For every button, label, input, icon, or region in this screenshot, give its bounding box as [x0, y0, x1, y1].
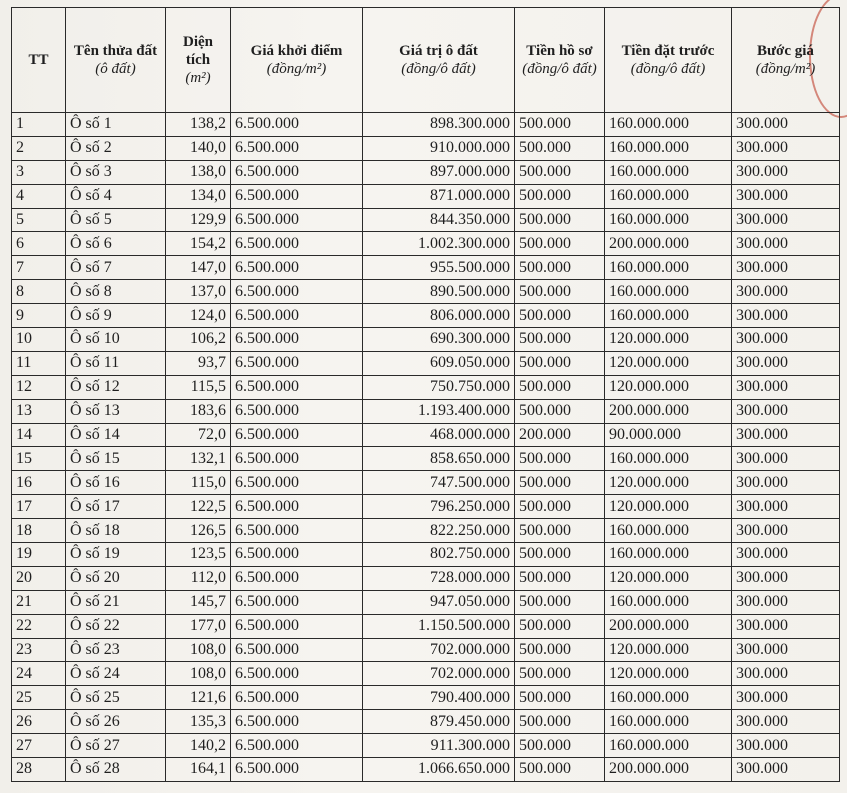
cell-lot-name: Ô số 7	[66, 256, 166, 280]
cell-deposit: 160.000.000	[605, 734, 732, 758]
header-price-step: Bước giá (đồng/m²)	[732, 8, 840, 113]
cell-starting-price: 6.500.000	[231, 447, 363, 471]
cell-lot-value: 468.000.000	[363, 423, 515, 447]
cell-dossier-fee: 500.000	[515, 566, 605, 590]
cell-price-step: 300.000	[732, 399, 840, 423]
cell-lot-value: 702.000.000	[363, 662, 515, 686]
table-row	[12, 160, 840, 184]
header-tt: TT	[12, 8, 66, 113]
cell-starting-price: 6.500.000	[231, 710, 363, 734]
cell-tt: 1	[12, 113, 66, 137]
cell-tt: 9	[12, 304, 66, 328]
cell-price-step: 300.000	[732, 328, 840, 352]
cell-starting-price: 6.500.000	[231, 375, 363, 399]
cell-lot-name: Ô số 21	[66, 590, 166, 614]
cell-dossier-fee: 500.000	[515, 447, 605, 471]
cell-area: 183,6	[166, 399, 231, 423]
cell-deposit: 120.000.000	[605, 328, 732, 352]
cell-lot-name: Ô số 27	[66, 734, 166, 758]
cell-lot-value: 750.750.000	[363, 375, 515, 399]
cell-deposit: 120.000.000	[605, 495, 732, 519]
cell-starting-price: 6.500.000	[231, 519, 363, 543]
cell-price-step: 300.000	[732, 734, 840, 758]
cell-area: 93,7	[166, 351, 231, 375]
cell-deposit: 90.000.000	[605, 423, 732, 447]
cell-deposit: 160.000.000	[605, 686, 732, 710]
cell-area: 112,0	[166, 566, 231, 590]
cell-lot-name: Ô số 6	[66, 232, 166, 256]
cell-area: 132,1	[166, 447, 231, 471]
cell-lot-value: 1.002.300.000	[363, 232, 515, 256]
cell-lot-value: 796.250.000	[363, 495, 515, 519]
cell-lot-value: 1.150.500.000	[363, 614, 515, 638]
cell-lot-name: Ô số 13	[66, 399, 166, 423]
cell-starting-price: 6.500.000	[231, 280, 363, 304]
cell-price-step: 300.000	[732, 495, 840, 519]
cell-tt: 18	[12, 519, 66, 543]
cell-starting-price: 6.500.000	[231, 208, 363, 232]
cell-dossier-fee: 500.000	[515, 160, 605, 184]
table-row	[12, 328, 840, 352]
cell-area: 106,2	[166, 328, 231, 352]
cell-deposit: 160.000.000	[605, 136, 732, 160]
cell-price-step: 300.000	[732, 208, 840, 232]
cell-tt: 26	[12, 710, 66, 734]
cell-starting-price: 6.500.000	[231, 232, 363, 256]
cell-deposit: 120.000.000	[605, 566, 732, 590]
cell-price-step: 300.000	[732, 136, 840, 160]
cell-dossier-fee: 500.000	[515, 304, 605, 328]
cell-lot-name: Ô số 24	[66, 662, 166, 686]
cell-dossier-fee: 500.000	[515, 638, 605, 662]
cell-starting-price: 6.500.000	[231, 136, 363, 160]
cell-tt: 8	[12, 280, 66, 304]
cell-price-step: 300.000	[732, 566, 840, 590]
cell-lot-value: 806.000.000	[363, 304, 515, 328]
cell-tt: 27	[12, 734, 66, 758]
cell-lot-name: Ô số 22	[66, 614, 166, 638]
cell-lot-name: Ô số 11	[66, 351, 166, 375]
cell-area: 108,0	[166, 638, 231, 662]
cell-lot-value: 1.066.650.000	[363, 758, 515, 782]
cell-price-step: 300.000	[732, 232, 840, 256]
cell-starting-price: 6.500.000	[231, 328, 363, 352]
cell-price-step: 300.000	[732, 304, 840, 328]
cell-lot-value: 747.500.000	[363, 471, 515, 495]
cell-tt: 2	[12, 136, 66, 160]
cell-dossier-fee: 500.000	[515, 184, 605, 208]
cell-starting-price: 6.500.000	[231, 423, 363, 447]
cell-lot-value: 844.350.000	[363, 208, 515, 232]
cell-dossier-fee: 500.000	[515, 710, 605, 734]
cell-starting-price: 6.500.000	[231, 590, 363, 614]
cell-deposit: 200.000.000	[605, 614, 732, 638]
cell-lot-value: 911.300.000	[363, 734, 515, 758]
header-lot-name: Tên thửa đất (ô đất)	[66, 8, 166, 113]
cell-dossier-fee: 500.000	[515, 734, 605, 758]
cell-tt: 4	[12, 184, 66, 208]
cell-area: 140,2	[166, 734, 231, 758]
cell-deposit: 160.000.000	[605, 160, 732, 184]
table-row	[12, 184, 840, 208]
cell-deposit: 120.000.000	[605, 351, 732, 375]
cell-lot-name: Ô số 18	[66, 519, 166, 543]
cell-lot-value: 955.500.000	[363, 256, 515, 280]
cell-lot-name: Ô số 19	[66, 543, 166, 567]
cell-area: 126,5	[166, 519, 231, 543]
cell-dossier-fee: 500.000	[515, 136, 605, 160]
cell-dossier-fee: 500.000	[515, 495, 605, 519]
cell-lot-value: 898.300.000	[363, 113, 515, 137]
table-row	[12, 662, 840, 686]
cell-deposit: 160.000.000	[605, 519, 732, 543]
cell-lot-value: 802.750.000	[363, 543, 515, 567]
cell-starting-price: 6.500.000	[231, 495, 363, 519]
cell-lot-name: Ô số 15	[66, 447, 166, 471]
cell-tt: 6	[12, 232, 66, 256]
cell-price-step: 300.000	[732, 184, 840, 208]
cell-lot-name: Ô số 16	[66, 471, 166, 495]
cell-lot-name: Ô số 2	[66, 136, 166, 160]
table-row	[12, 471, 840, 495]
cell-deposit: 120.000.000	[605, 638, 732, 662]
cell-starting-price: 6.500.000	[231, 399, 363, 423]
table-row	[12, 232, 840, 256]
cell-lot-name: Ô số 5	[66, 208, 166, 232]
cell-tt: 21	[12, 590, 66, 614]
cell-dossier-fee: 500.000	[515, 351, 605, 375]
cell-deposit: 160.000.000	[605, 543, 732, 567]
cell-tt: 17	[12, 495, 66, 519]
table-row	[12, 399, 840, 423]
cell-deposit: 120.000.000	[605, 662, 732, 686]
table-row	[12, 543, 840, 567]
cell-deposit: 160.000.000	[605, 280, 732, 304]
cell-dossier-fee: 500.000	[515, 543, 605, 567]
cell-deposit: 160.000.000	[605, 590, 732, 614]
cell-lot-name: Ô số 4	[66, 184, 166, 208]
cell-tt: 20	[12, 566, 66, 590]
cell-starting-price: 6.500.000	[231, 113, 363, 137]
cell-price-step: 300.000	[732, 113, 840, 137]
cell-price-step: 300.000	[732, 351, 840, 375]
table-row	[12, 758, 840, 782]
cell-deposit: 160.000.000	[605, 710, 732, 734]
cell-deposit: 120.000.000	[605, 375, 732, 399]
cell-lot-name: Ô số 1	[66, 113, 166, 137]
cell-deposit: 160.000.000	[605, 256, 732, 280]
cell-dossier-fee: 500.000	[515, 590, 605, 614]
cell-area: 122,5	[166, 495, 231, 519]
cell-lot-name: Ô số 12	[66, 375, 166, 399]
cell-starting-price: 6.500.000	[231, 184, 363, 208]
cell-starting-price: 6.500.000	[231, 686, 363, 710]
cell-lot-name: Ô số 10	[66, 328, 166, 352]
cell-lot-value: 890.500.000	[363, 280, 515, 304]
cell-tt: 10	[12, 328, 66, 352]
cell-tt: 5	[12, 208, 66, 232]
header-deposit: Tiền đặt trước (đồng/ô đất)	[605, 8, 732, 113]
cell-dossier-fee: 500.000	[515, 113, 605, 137]
cell-tt: 3	[12, 160, 66, 184]
cell-area: 123,5	[166, 543, 231, 567]
cell-starting-price: 6.500.000	[231, 566, 363, 590]
cell-price-step: 300.000	[732, 662, 840, 686]
table-row	[12, 256, 840, 280]
table-row	[12, 566, 840, 590]
cell-price-step: 300.000	[732, 758, 840, 782]
cell-dossier-fee: 500.000	[515, 399, 605, 423]
cell-tt: 24	[12, 662, 66, 686]
cell-lot-value: 609.050.000	[363, 351, 515, 375]
table-row	[12, 208, 840, 232]
cell-tt: 7	[12, 256, 66, 280]
cell-dossier-fee: 500.000	[515, 662, 605, 686]
cell-lot-value: 871.000.000	[363, 184, 515, 208]
cell-lot-name: Ô số 17	[66, 495, 166, 519]
cell-starting-price: 6.500.000	[231, 160, 363, 184]
table-row	[12, 734, 840, 758]
cell-tt: 15	[12, 447, 66, 471]
table-row	[12, 638, 840, 662]
cell-deposit: 200.000.000	[605, 232, 732, 256]
header-lot-value: Giá trị ô đất (đồng/ô đất)	[363, 8, 515, 113]
cell-area: 164,1	[166, 758, 231, 782]
cell-lot-value: 858.650.000	[363, 447, 515, 471]
cell-dossier-fee: 500.000	[515, 686, 605, 710]
cell-lot-name: Ô số 9	[66, 304, 166, 328]
header-dossier-fee: Tiền hồ sơ (đồng/ô đất)	[515, 8, 605, 113]
cell-lot-name: Ô số 26	[66, 710, 166, 734]
header-starting-price: Giá khởi điểm (đồng/m²)	[231, 8, 363, 113]
table-row	[12, 351, 840, 375]
cell-tt: 16	[12, 471, 66, 495]
cell-deposit: 160.000.000	[605, 208, 732, 232]
cell-lot-name: Ô số 25	[66, 686, 166, 710]
table-row	[12, 447, 840, 471]
cell-price-step: 300.000	[732, 638, 840, 662]
cell-area: 115,0	[166, 471, 231, 495]
cell-tt: 11	[12, 351, 66, 375]
cell-dossier-fee: 500.000	[515, 614, 605, 638]
cell-price-step: 300.000	[732, 471, 840, 495]
cell-area: 129,9	[166, 208, 231, 232]
cell-price-step: 300.000	[732, 375, 840, 399]
table-row	[12, 136, 840, 160]
table-row	[12, 280, 840, 304]
cell-lot-value: 947.050.000	[363, 590, 515, 614]
cell-price-step: 300.000	[732, 160, 840, 184]
cell-price-step: 300.000	[732, 447, 840, 471]
cell-starting-price: 6.500.000	[231, 351, 363, 375]
table-header-row	[12, 8, 840, 113]
cell-area: 121,6	[166, 686, 231, 710]
cell-price-step: 300.000	[732, 614, 840, 638]
cell-lot-value: 790.400.000	[363, 686, 515, 710]
cell-lot-name: Ô số 28	[66, 758, 166, 782]
cell-starting-price: 6.500.000	[231, 638, 363, 662]
cell-lot-value: 702.000.000	[363, 638, 515, 662]
cell-lot-value: 822.250.000	[363, 519, 515, 543]
cell-lot-name: Ô số 8	[66, 280, 166, 304]
cell-deposit: 200.000.000	[605, 399, 732, 423]
cell-tt: 13	[12, 399, 66, 423]
cell-deposit: 160.000.000	[605, 113, 732, 137]
cell-area: 140,0	[166, 136, 231, 160]
cell-lot-value: 910.000.000	[363, 136, 515, 160]
cell-area: 72,0	[166, 423, 231, 447]
cell-price-step: 300.000	[732, 543, 840, 567]
cell-deposit: 120.000.000	[605, 471, 732, 495]
cell-price-step: 300.000	[732, 280, 840, 304]
cell-area: 145,7	[166, 590, 231, 614]
table-row	[12, 614, 840, 638]
cell-lot-value: 728.000.000	[363, 566, 515, 590]
cell-price-step: 300.000	[732, 519, 840, 543]
cell-price-step: 300.000	[732, 686, 840, 710]
cell-area: 177,0	[166, 614, 231, 638]
cell-dossier-fee: 500.000	[515, 375, 605, 399]
cell-lot-name: Ô số 20	[66, 566, 166, 590]
table-row	[12, 686, 840, 710]
cell-price-step: 300.000	[732, 256, 840, 280]
cell-starting-price: 6.500.000	[231, 758, 363, 782]
table-row	[12, 590, 840, 614]
cell-deposit: 200.000.000	[605, 758, 732, 782]
cell-tt: 12	[12, 375, 66, 399]
cell-lot-value: 690.300.000	[363, 328, 515, 352]
cell-lot-name: Ô số 3	[66, 160, 166, 184]
cell-lot-name: Ô số 23	[66, 638, 166, 662]
cell-area: 154,2	[166, 232, 231, 256]
cell-dossier-fee: 500.000	[515, 471, 605, 495]
cell-deposit: 160.000.000	[605, 304, 732, 328]
cell-lot-value: 879.450.000	[363, 710, 515, 734]
cell-dossier-fee: 500.000	[515, 519, 605, 543]
table-row	[12, 519, 840, 543]
cell-dossier-fee: 500.000	[515, 256, 605, 280]
cell-starting-price: 6.500.000	[231, 471, 363, 495]
cell-area: 134,0	[166, 184, 231, 208]
cell-starting-price: 6.500.000	[231, 304, 363, 328]
cell-starting-price: 6.500.000	[231, 256, 363, 280]
cell-starting-price: 6.500.000	[231, 734, 363, 758]
cell-price-step: 300.000	[732, 590, 840, 614]
cell-dossier-fee: 500.000	[515, 208, 605, 232]
cell-lot-name: Ô số 14	[66, 423, 166, 447]
table-body	[12, 113, 840, 782]
cell-starting-price: 6.500.000	[231, 543, 363, 567]
cell-area: 135,3	[166, 710, 231, 734]
cell-lot-value: 897.000.000	[363, 160, 515, 184]
cell-tt: 25	[12, 686, 66, 710]
cell-area: 138,0	[166, 160, 231, 184]
cell-deposit: 160.000.000	[605, 184, 732, 208]
table-row	[12, 710, 840, 734]
header-area: Diện tích (m²)	[166, 8, 231, 113]
cell-tt: 14	[12, 423, 66, 447]
cell-tt: 23	[12, 638, 66, 662]
cell-area: 138,2	[166, 113, 231, 137]
cell-area: 137,0	[166, 280, 231, 304]
table-row	[12, 495, 840, 519]
land-lot-table	[11, 7, 840, 782]
table-row	[12, 375, 840, 399]
cell-dossier-fee: 200.000	[515, 423, 605, 447]
cell-lot-value: 1.193.400.000	[363, 399, 515, 423]
cell-area: 115,5	[166, 375, 231, 399]
table-row	[12, 304, 840, 328]
table-row	[12, 113, 840, 137]
cell-starting-price: 6.500.000	[231, 614, 363, 638]
cell-dossier-fee: 500.000	[515, 328, 605, 352]
cell-area: 124,0	[166, 304, 231, 328]
cell-dossier-fee: 500.000	[515, 758, 605, 782]
cell-tt: 22	[12, 614, 66, 638]
cell-dossier-fee: 500.000	[515, 280, 605, 304]
cell-tt: 28	[12, 758, 66, 782]
cell-area: 147,0	[166, 256, 231, 280]
cell-starting-price: 6.500.000	[231, 662, 363, 686]
cell-area: 108,0	[166, 662, 231, 686]
cell-tt: 19	[12, 543, 66, 567]
cell-price-step: 300.000	[732, 423, 840, 447]
cell-dossier-fee: 500.000	[515, 232, 605, 256]
table-row	[12, 423, 840, 447]
cell-deposit: 160.000.000	[605, 447, 732, 471]
cell-price-step: 300.000	[732, 710, 840, 734]
